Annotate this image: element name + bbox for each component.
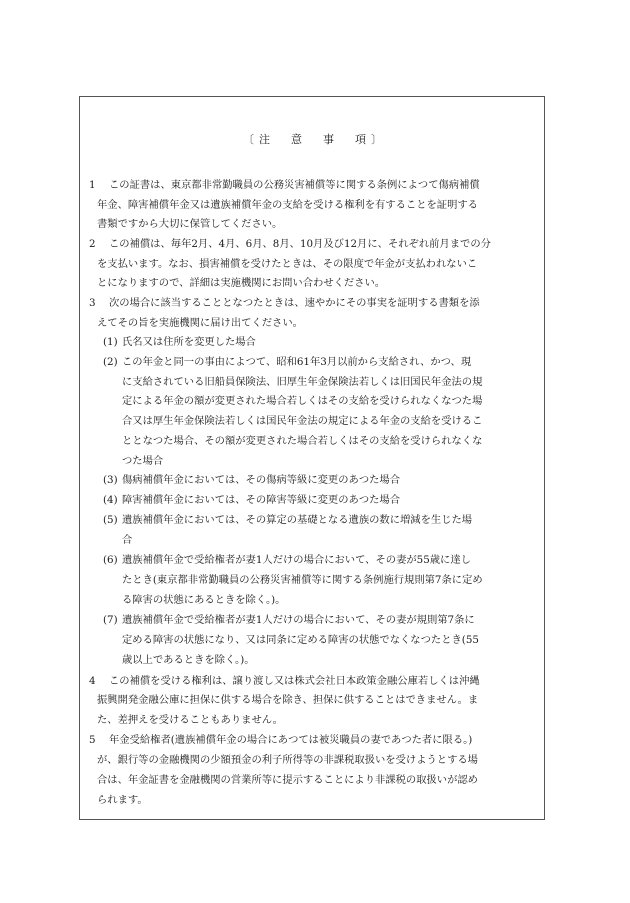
notice-line [97,219,282,229]
notice-line [97,278,385,288]
line-text: この年金と同一の事由によつて、昭和61年3月以前から支給され、かつ、現 [122,356,472,368]
notice-line [97,695,478,705]
item-number: (5) [103,514,118,526]
item-number: 5 [89,734,96,746]
line-text: ととなつた場合、その額が変更された場合若しくはその支給を受けられなくな [122,435,483,447]
line-text: 傷病補償年金においては、その傷病等級に変更のあつた場合 [122,474,401,486]
line-text: 年金受給権者(遺族補償年金の場合にあつては被災職員の妻であつた者に限る。) [109,734,473,746]
item-number: (7) [103,614,118,626]
line-text: この証書は、東京都非常勤職員の公務災害補償等に関する条例によつて傷病補償 [109,179,480,191]
item-number: 4 [89,675,96,687]
notice-line [122,436,482,446]
notice-line [89,298,480,308]
line-text: 遺族補償年金で受給権者が妻1人だけの場合において、その妻が規則第7条に [122,614,475,626]
line-text: 氏名又は住所を変更した場合 [122,336,256,348]
item-number: (3) [103,474,118,486]
notice-line [89,676,480,686]
notice-line [122,396,482,406]
line-text: 合 [122,534,133,546]
notice-line [122,655,255,665]
line-text: 合又は厚生年金保険法若しくは国民年金法の規定による年金の支給を受けるこ [122,415,483,427]
line-text: られます。 [97,794,148,806]
item-number: (2) [103,356,118,368]
notice-line [122,595,285,605]
line-text: つた場合 [122,455,164,467]
notice-line [97,795,148,805]
notice-line [122,456,163,466]
notice-line [89,180,480,190]
line-text: 振興開発金融公庫に担保に供する場合を除き、担保に供することはできません。ま [97,694,479,706]
notice-line [122,575,483,585]
line-text: 歳以上であるときを除く。)。 [122,654,255,666]
line-text: 合は、年金証書を金融機関の営業所等に提示することにより非課税の取扱いが認め [97,774,478,786]
notice-line [103,495,400,505]
line-text: 年金、障害補償年金又は遺族補償年金の支給を受ける権利を有することを証明する [97,199,478,211]
line-text: この補償を受ける権利は、譲り渡し又は株式会社日本政策金融公庫若しくは沖縄 [109,675,480,687]
line-text: 遺族補償年金においては、その算定の基礎となる遺族の数に増減を生じた場 [122,514,473,526]
line-text: る障害の状態にあるときを除く。)。 [122,594,286,606]
item-number: (1) [103,336,118,348]
notice-line [103,515,472,525]
line-text: 障害補償年金においては、その障害等級に変更のあつた場合 [122,494,401,506]
notice-line [103,615,475,625]
notice-title: 〔注 意 事 項〕 [243,133,387,146]
line-text: 書類ですから大切に保管してください。 [97,218,283,230]
notice-line [97,259,477,269]
line-text: が、銀行等の金融機関の少額預金の利子所得等の非課税取扱いを受けようとする場 [97,754,478,766]
notice-line [97,200,478,210]
notice-line [89,735,472,745]
notice-line [97,715,283,725]
line-text: を支払います。なお、損害補償を受けたときは、その限度で年金が支払われないこ [97,258,478,270]
notice-line [103,555,471,565]
line-text: とになりますので、詳細は実施機関にお問い合わせください。 [97,277,386,289]
line-text: この補償は、毎年2月、4月、6月、8月、10月及び12月に、それぞれ前月までの分 [109,238,491,250]
item-number: 3 [89,297,96,309]
item-number: 1 [89,179,96,191]
notice-line [122,635,479,645]
line-text: えてその旨を実施機関に届け出てください。 [97,317,303,329]
item-number: (4) [103,494,118,506]
notice-line [122,377,482,387]
line-text: 次の場合に該当することとなつたときは、速やかにその事実を証明する書類を添 [109,297,480,309]
line-text: たとき(東京都非常勤職員の公務災害補償等に関する条例施行規則第7条に定め [122,574,483,586]
line-text: 定める障害の状態になり、又は同条に定める障害の状態でなくなつたとき(55 [122,634,479,646]
line-text: 遺族補償年金で受給権者が妻1人だけの場合において、その妻が55歳に達し [122,554,471,566]
notice-line [97,775,478,785]
notice-line [103,357,471,367]
notice-line [97,318,303,328]
line-text: 定による年金の額が変更された場合若しくはその支給を受けられなくなつた場 [122,395,483,407]
item-number: (6) [103,554,118,566]
notice-line [103,337,256,347]
notice-line [103,475,400,485]
notice-line [97,755,478,765]
line-text: に支給されている旧船員保険法、旧厚生年金保険法若しくは旧国民年金法の規 [122,376,483,388]
notice-line [122,416,482,426]
item-number: 2 [89,238,96,250]
notice-line [89,239,491,249]
line-text: た、差押えを受けることもありません。 [97,714,283,726]
notice-line [122,535,132,545]
